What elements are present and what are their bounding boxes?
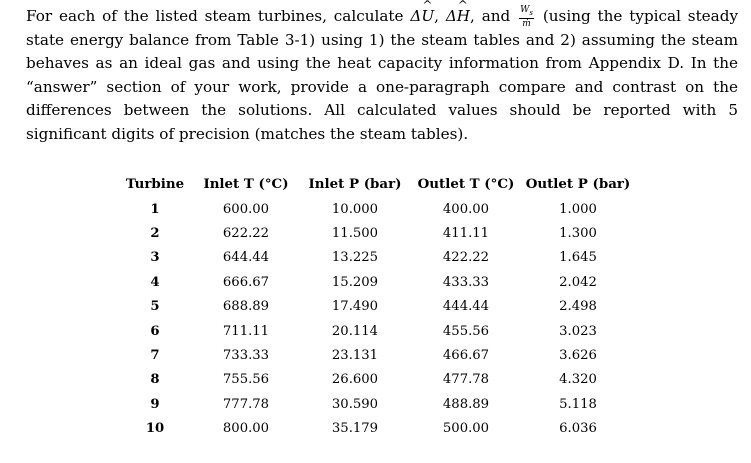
turbine-number-cell: 6: [150, 323, 160, 339]
inlet-p-cell: 30.590: [331, 396, 379, 412]
column-header-outlet-p: Outlet P (bar): [525, 175, 631, 192]
turbine-number-cell: 2: [150, 226, 160, 242]
problem-statement: For each of the listed steam turbines, calculate Δ^ U, Δ^ H, and $\frac{W_s}{\text{ṁ}}$ (using the typical steady state energy balance from Table 3-1) using 1) the steam tables and 2) assuming the steam behaves as an ideal gas and using the heat capacity information from Appendix D. In the “answer” section of your work, provide a one-paragraph compare and contrast on the differences between the solutions. All calculated values should be reported with 5 significant digits of precision (matches the steam tables).: [26, 5, 738, 146]
table-row: [118, 221, 634, 245]
outlet-p-cell: 2.498: [559, 299, 597, 315]
column-header-inlet-p: Inlet P (bar): [308, 175, 402, 192]
turbine-number-cell: 3: [150, 250, 160, 266]
outlet-p-cell: 3.023: [559, 323, 597, 339]
table-header-row: [118, 170, 634, 197]
inlet-t-cell: 688.89: [222, 299, 270, 315]
outlet-t-cell: 444.44: [442, 299, 490, 315]
table-row: [118, 343, 634, 367]
inlet-p-cell: 23.131: [331, 348, 379, 364]
table-row: [118, 417, 634, 441]
outlet-p-cell: 4.320: [559, 372, 597, 388]
outlet-t-cell: 411.11: [442, 226, 490, 242]
outlet-t-cell: 455.56: [442, 323, 490, 339]
inlet-p-cell: 20.114: [331, 323, 379, 339]
turbine-number-cell: 5: [150, 299, 160, 315]
inlet-t-cell: 622.22: [222, 226, 270, 242]
outlet-t-cell: 477.78: [442, 372, 490, 388]
outlet-p-cell: 3.626: [559, 348, 597, 364]
outlet-p-cell: 5.118: [559, 396, 597, 412]
inlet-t-cell: 711.11: [222, 323, 270, 339]
column-header-turbine: Turbine: [125, 175, 185, 192]
table-row: [118, 246, 634, 270]
table-body: [118, 197, 634, 441]
outlet-p-cell: 6.036: [559, 421, 597, 437]
inlet-p-cell: 26.600: [331, 372, 379, 388]
inlet-p-cell: 11.500: [331, 226, 379, 242]
problem-text-intro: For each of the listed steam turbines, calculate: [26, 7, 411, 25]
outlet-p-cell: 2.042: [559, 274, 597, 290]
problem-text-body: (using the typical steady state energy balance from Table 3-1) using 1) the steam tables and 2) assuming the steam behaves as an ideal gas and using the heat capacity information from Appendix D. In the “answer” section of your work, provide a one-paragraph compare and contrast on the differences between the solutions. All calculated values should be reported with 5 significant digits of precision (matches the steam tables).: [26, 7, 739, 143]
turbine-number-cell: 9: [150, 396, 160, 412]
outlet-t-cell: 500.00: [442, 421, 490, 437]
inlet-p-cell: 13.225: [331, 250, 379, 266]
table-row: [118, 295, 634, 319]
table-row: [118, 197, 634, 221]
delta-h-symbol: Δ^ H: [446, 7, 470, 25]
inlet-t-cell: 666.67: [222, 274, 270, 290]
outlet-t-cell: 466.67: [442, 348, 490, 364]
turbine-table-container: [118, 170, 634, 441]
inlet-p-cell: 15.209: [331, 274, 379, 290]
outlet-t-cell: 433.33: [442, 274, 490, 290]
turbine-number-cell: 10: [145, 421, 165, 437]
inlet-p-cell: 17.490: [331, 299, 379, 315]
inlet-t-cell: 644.44: [222, 250, 270, 266]
inlet-p-cell: 10.000: [331, 201, 379, 217]
turbine-number-cell: 7: [150, 348, 160, 364]
turbine-number-cell: 1: [150, 201, 160, 217]
inlet-p-cell: 35.179: [331, 421, 379, 437]
turbine-number-cell: 4: [150, 274, 160, 290]
outlet-p-cell: 1.645: [559, 250, 597, 266]
shaft-work-fraction: $\frac{W_s}{\text{ṁ}}$: [520, 5, 533, 29]
inlet-t-cell: 600.00: [222, 201, 270, 217]
column-header-outlet-t: Outlet T (°C): [417, 175, 515, 192]
turbine-number-cell: 8: [150, 372, 160, 388]
outlet-t-cell: 422.22: [442, 250, 490, 266]
outlet-p-cell: 1.300: [559, 226, 597, 242]
outlet-t-cell: 488.89: [442, 396, 490, 412]
table-row: [118, 392, 634, 416]
inlet-t-cell: 777.78: [222, 396, 270, 412]
table-row: [118, 270, 634, 294]
delta-u-symbol: Δ^ U: [410, 7, 434, 25]
inlet-t-cell: 755.56: [222, 372, 270, 388]
outlet-p-cell: 1.000: [559, 201, 597, 217]
table-row: [118, 368, 634, 392]
turbine-table: [118, 170, 634, 441]
inlet-t-cell: 733.33: [222, 348, 270, 364]
inlet-t-cell: 800.00: [222, 421, 270, 437]
column-header-inlet-t: Inlet T (°C): [203, 175, 289, 192]
outlet-t-cell: 400.00: [442, 201, 490, 217]
table-row: [118, 319, 634, 343]
